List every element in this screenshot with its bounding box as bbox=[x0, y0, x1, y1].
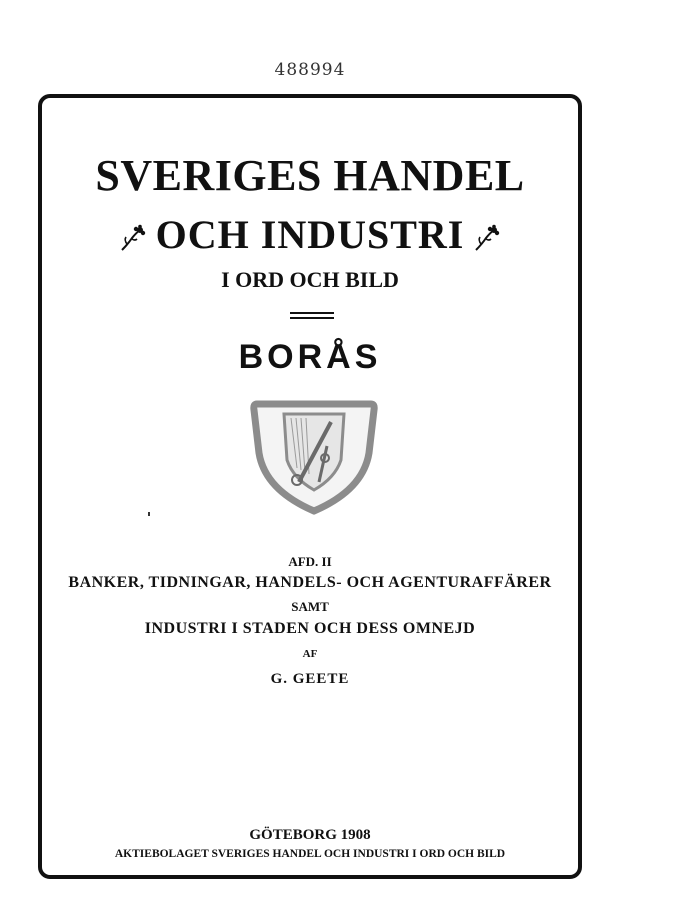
flower-sprig-icon bbox=[472, 224, 502, 254]
flower-sprig-icon bbox=[118, 224, 148, 254]
title-page-frame bbox=[38, 94, 582, 879]
section-subjects: BANKER, TIDNINGAR, HANDELS- OCH AGENTURAFFÄRER bbox=[68, 574, 552, 591]
imprint-place-year: GÖTEBORG 1908 bbox=[249, 827, 371, 843]
section-industry: INDUSTRI I STADEN OCH DESS OMNEJD bbox=[144, 620, 476, 637]
section-by: AF bbox=[302, 648, 318, 660]
imprint-publisher: AKTIEBOLAGET SVERIGES HANDEL OCH INDUSTRI I ORD OCH BILD bbox=[114, 848, 506, 860]
section-and: SAMT bbox=[291, 599, 329, 614]
title-line-2: OCH INDUSTRI bbox=[155, 212, 465, 257]
city-title: BORÅS bbox=[238, 338, 382, 376]
title-line-1: SVERIGES HANDEL bbox=[95, 151, 525, 200]
catalog-number: 488994 bbox=[274, 60, 346, 80]
title-line-2-row bbox=[42, 211, 578, 258]
title-line-3: I ORD OCH BILD bbox=[221, 267, 399, 292]
section-part: AFD. II bbox=[288, 554, 332, 569]
double-rule-bottom bbox=[290, 317, 334, 319]
author-name: G. GEETE bbox=[270, 671, 350, 687]
ink-speck bbox=[148, 512, 150, 516]
double-rule-top bbox=[290, 312, 334, 314]
coat-of-arms-icon bbox=[249, 398, 379, 515]
